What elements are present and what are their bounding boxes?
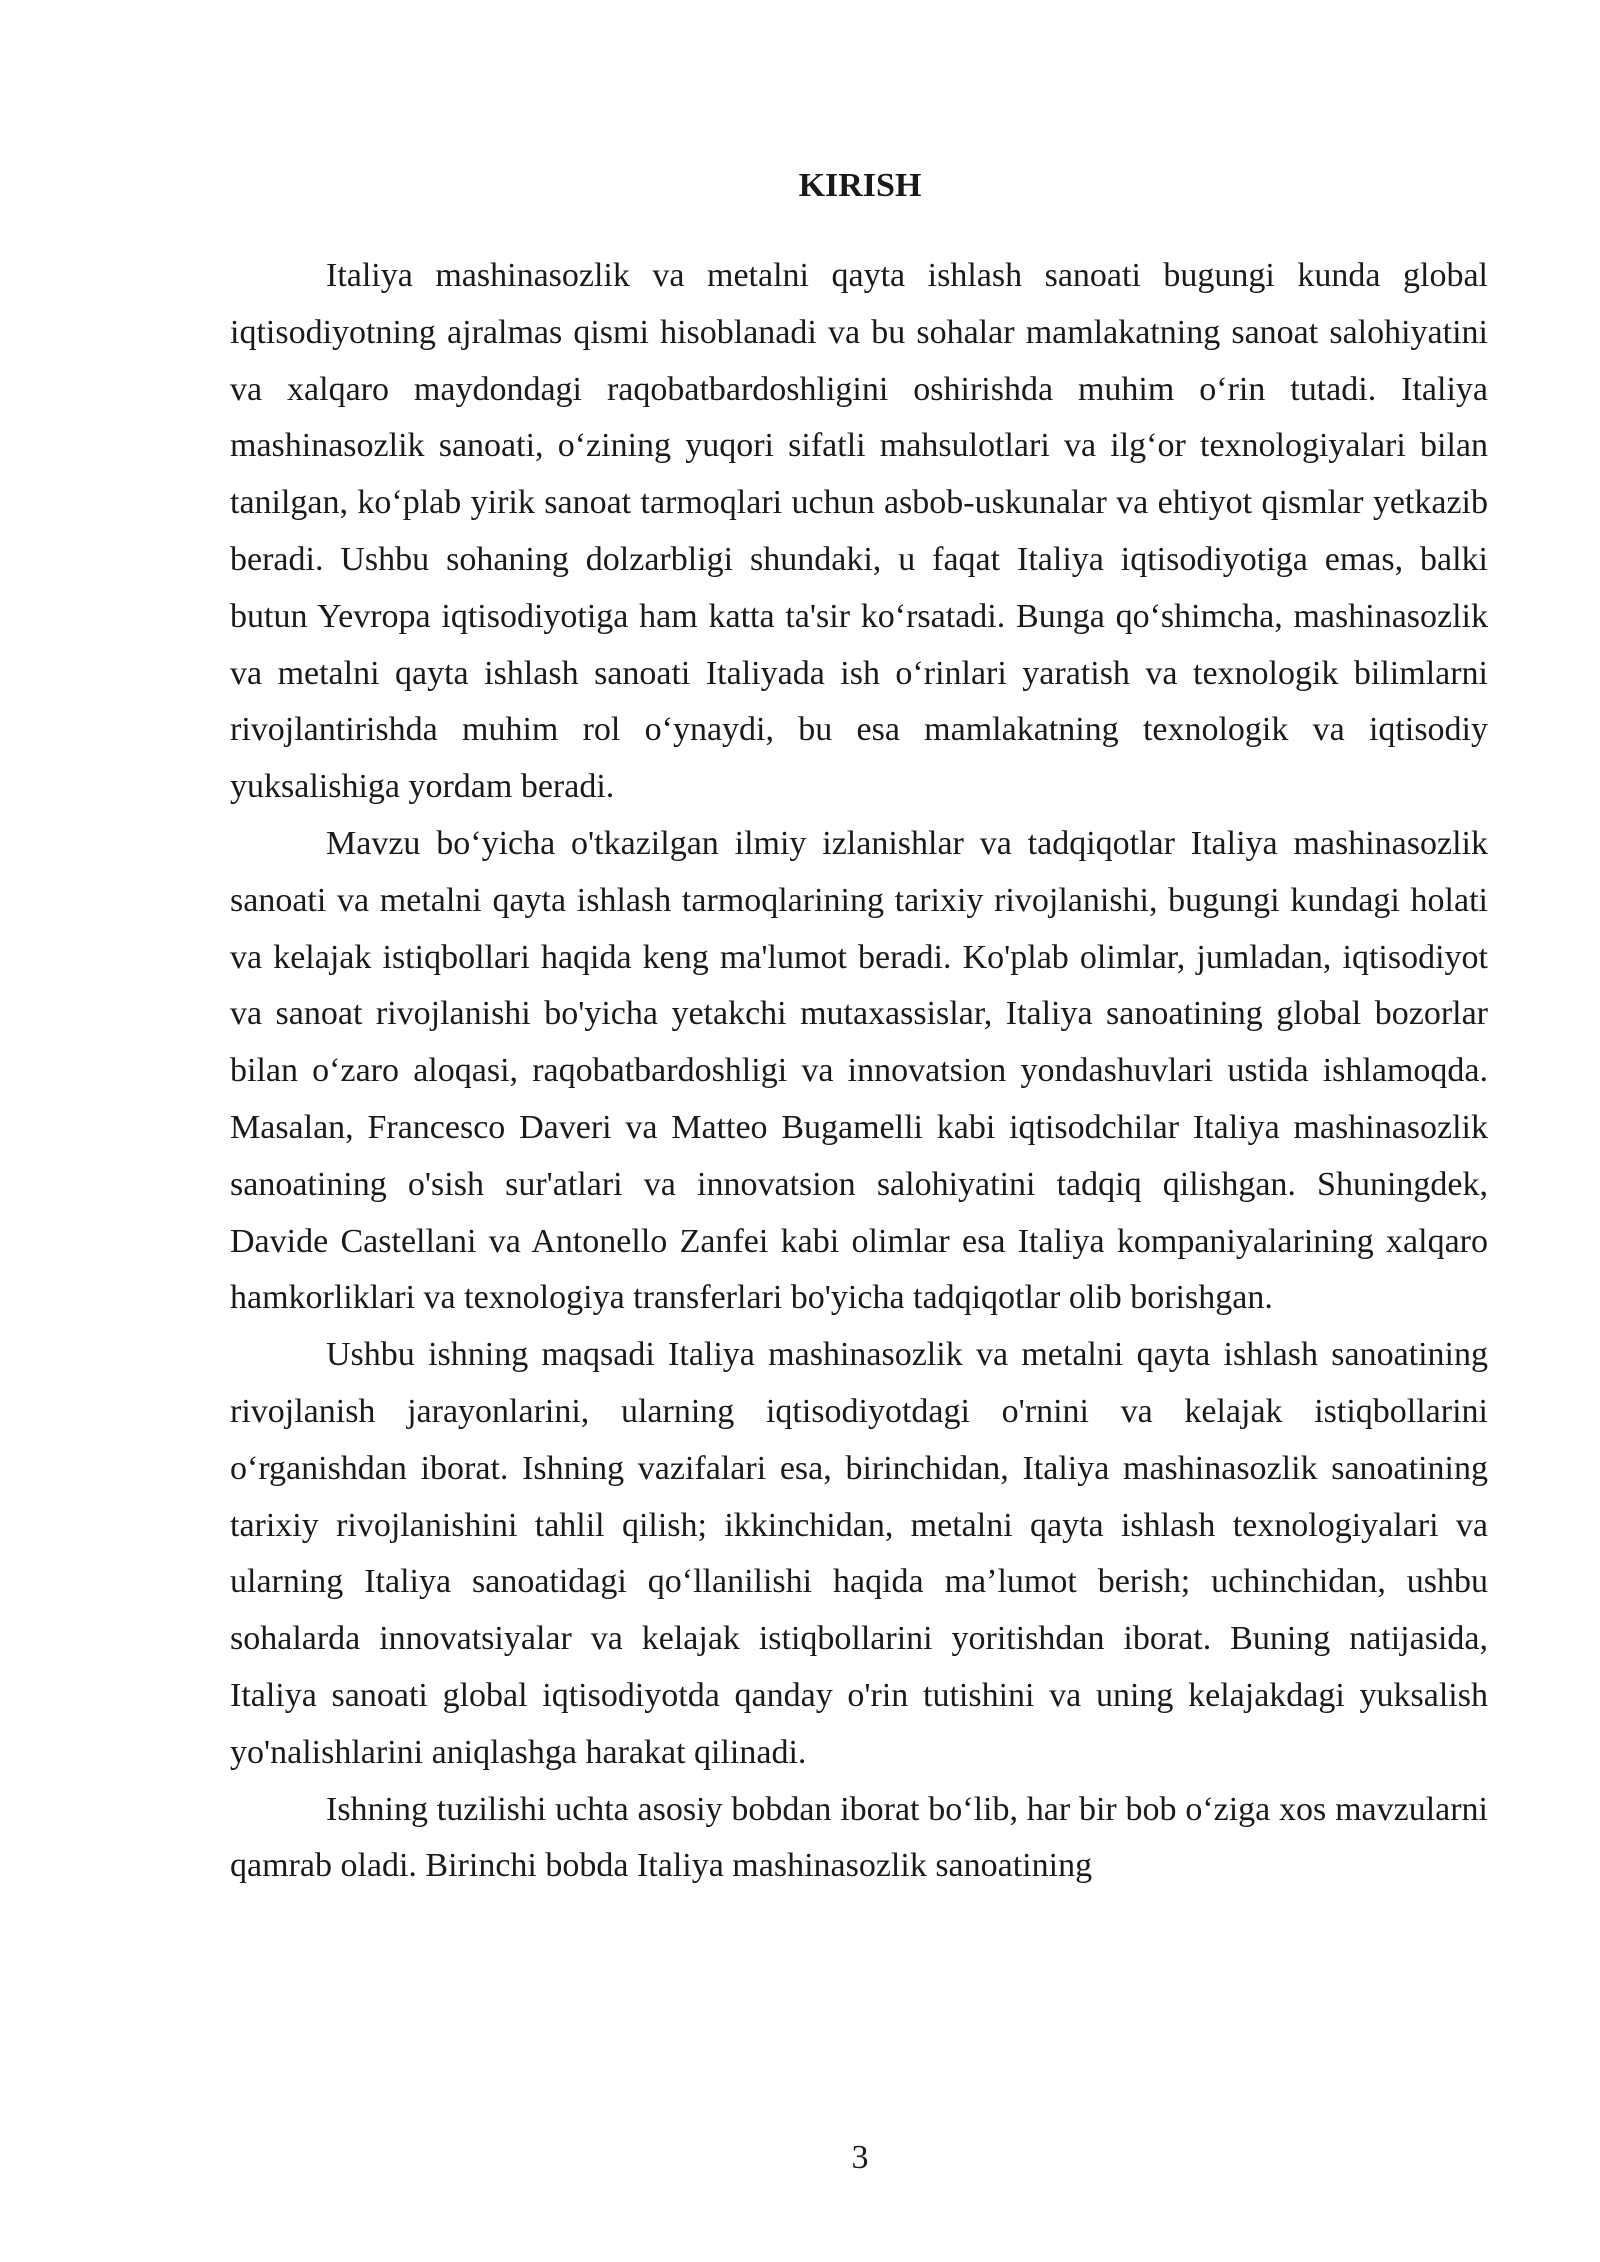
paragraph-1: Italiya mashinasozlik va metalni qayta ishlash sanoati bugungi kunda global iqtisodiyotning ajralmas qismi hisoblanadi va bu sohalar mamlakatning sanoat salohiyatini va xalqaro maydondagi raqobatbardoshligini oshirishda muhim o‘rin tutadi. Italiya mashinasozlik sanoati, o‘zining yuqori sifatli mahsulotlari va ilg‘or texnologiyalari bilan tanilgan, ko‘plab yirik sanoat tarmoqlari uchun asbob-uskunalar va ehtiyot qismlar yetkazib beradi. Ushbu sohaning dolzarbligi shundaki, u faqat Italiya iqtisodiyotiga emas, balki butun Yevropa iqtisodiyotiga ham katta ta'sir ko‘rsatadi. Bunga qo‘shimcha, mashinasozlik va metalni qayta ishlash sanoati Italiyada ish o‘rinlari yaratish va texnologik bilimlarni rivojlantirishda muhim rol o‘ynaydi, bu esa mamlakatning texnologik va iqtisodiy yuksalishiga yordam beradi. xyxy=(230,257,1488,806)
page-title: KIRISH xyxy=(798,167,922,204)
paragraph-2: Mavzu bo‘yicha o'tkazilgan ilmiy izlanishlar va tadqiqotlar Italiya mashinasozlik sanoati va metalni qayta ishlash tarmoqlarining tarixiy rivojlanishi, bugungi kundagi holati va kelajak istiqbollari haqida keng ma'lumot beradi. Ko'plab olimlar, jumladan, iqtisodiyot va sanoat rivojlanishi bo'yicha yetakchi mutaxassislar, Italiya sanoatining global bozorlar bilan o‘zaro aloqasi, raqobatbardoshligi va innovatsion yondashuvlari ustida ishlamoqda. Masalan, Francesco Daveri va Matteo Bugamelli kabi iqtisodchilar Italiya mashinasozlik sanoatining o'sish sur'atlari va innovatsion salohiyatini tadqiq qilishgan. Shuningdek, Davide Castellani va Antonello Zanfei kabi olimlar esa Italiya kompaniyalarining xalqaro hamkorliklari va texnologiya transferlari bo'yicha tadqiqotlar olib borishgan. xyxy=(230,824,1488,1317)
page-number: 3 xyxy=(851,2139,869,2176)
paragraph-4: Ishning tuzilishi uchta asosiy bobdan iborat bo‘lib, har bir bob o‘ziga xos mavzularni qamrab oladi. Birinchi bobda Italiya mashinasozlik sanoatining xyxy=(230,1790,1488,1885)
paragraph-3: Ushbu ishning maqsadi Italiya mashinasozlik va metalni qayta ishlash sanoatining rivojlanish jarayonlarini, ularning iqtisodiyotdagi o'rnini va kelajak istiqbollarini o‘rganishdan iborat. Ishning vazifalari esa, birinchidan, Italiya mashinasozlik sanoatining tarixiy rivojlanishini tahlil qilish; ikkinchidan, metalni qayta ishlash texnologiyalari va ularning Italiya sanoatidagi qo‘llanilishi haqida ma’lumot berish; uchinchidan, ushbu sohalarda innovatsiyalar va kelajak istiqbollarini yoritishdan iborat. Buning natijasida, Italiya sanoati global iqtisodiyotda qanday o'rin tutishini va uning kelajakdagi yuksalish yo'nalishlarini aniqlashga harakat qilinadi. xyxy=(230,1336,1488,1771)
body-text xyxy=(230,248,1488,1895)
